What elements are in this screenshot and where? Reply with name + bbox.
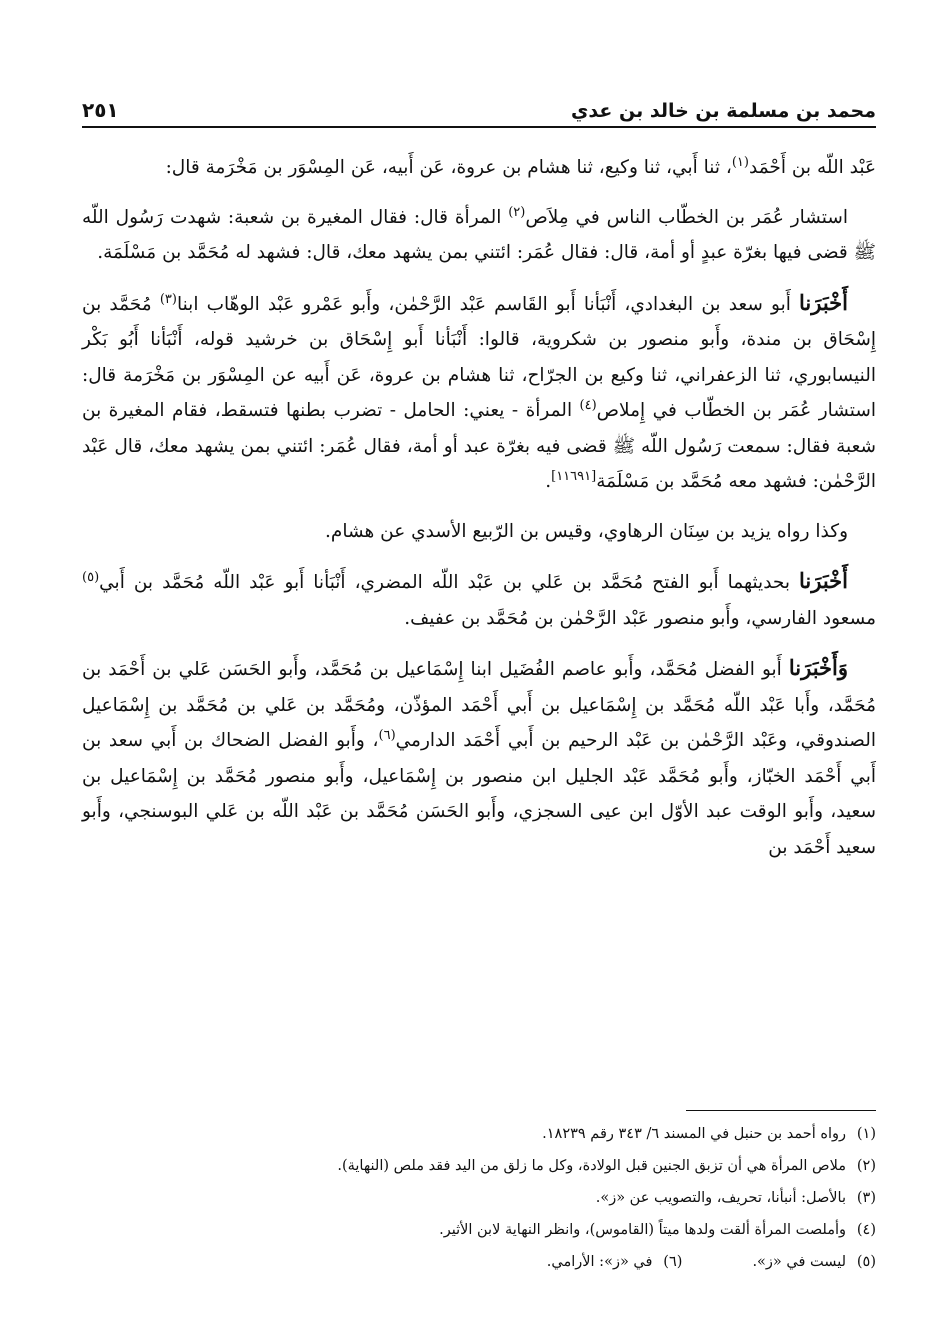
- footnote-reference: (٥): [82, 569, 100, 585]
- footnote-item: [752, 1246, 876, 1278]
- footnote-number: (٣): [856, 1190, 876, 1206]
- text-run: ، وأَبو الفضل الضحاك بن أَبي سعد بن أَبي أَحْمَد الخبّاز، وأَبو مُحَمَّد عَبْد الجليل ابن منصور بن إِسْمَاعيل، وأَبو منصور مُحَمَّد بن إِسْمَاعيل بن سعيد، وأَبو الوقت عبد الأوّل ابن عيى السجزي، وأَبو الحَسَن مُحَمَّد بن عَبْد اللّه بن عَلي البوسنجي، وأَبو سعيد أَحْمَد بن: [82, 730, 876, 858]
- footnote-number: (٢): [856, 1158, 876, 1174]
- footnote-number: (٤): [856, 1222, 876, 1238]
- footnote-number: (٦): [663, 1254, 683, 1270]
- main-text: [82, 150, 876, 879]
- text-run: مسعود الفارسي، وأَبو منصور عَبْد الرَّحْمٰن بن مُحَمَّد بن عفيف.: [404, 607, 876, 629]
- page-number: ٢٥١: [82, 98, 119, 122]
- text-run: المرأة - يعني: الحامل - تضرب بطنها فتسقط، فقام المغيرة بن شعبة فقال: سمعت رَسُول اللّه ﷺ قضى فيه بغرّة عبد أو أمة، فقال عُمَر: ائتني بمن يشهد معك، قال عَبْد الرَّحْمٰن: فشهد معه مُحَمَّد بن مَسْلَمَة: [82, 400, 876, 492]
- footnote-number: (١): [856, 1126, 876, 1142]
- akhbarana-keyword: أَخْبَرَنا: [799, 289, 848, 315]
- footnote-item: [82, 1182, 876, 1214]
- paragraph: [82, 200, 876, 271]
- paragraph: [82, 514, 876, 550]
- footnote-item: [547, 1246, 683, 1278]
- akhbarana-keyword: أَخْبَرَنا: [799, 568, 848, 593]
- text-run: بحديثهما أَبو الفتح مُحَمَّد بن عَلي بن عَبْد اللّه المضري، أَنْبَأنا أَبو عَبْد اللّه مُحَمَّد بن أَبي: [99, 572, 800, 593]
- text-run: أَبو الفضل مُحَمَّد، وأَبو عاصم الفُضَيل ابنا إِسْمَاعيل بن مُحَمَّد، وأَبو الحَسَن عَلي بن أَحْمَد بن مُحَمَّد، وأَبا عَبْد اللّه مُحَمَّد بن إِسْمَاعيل بن أَبي أَحْمَد المؤذّن، ومُحَمَّد بن عَلي بن مُحَمَّد بن إِسْمَاعيل الصندوقي، وعَبْد الرَّحْمٰن بن عَبْد الرحيم بن أَبي أَحْمَد الدارمي: [82, 659, 876, 751]
- footnote-row: [82, 1246, 876, 1278]
- text-run: أَبو سعد بن البغدادي، أَنْبَأنا أَبو القَاسم عَبْد الرَّحْمٰن، وأَبو عَمْرو عَبْد الوهّاب ابنا: [176, 293, 800, 315]
- paragraph: [82, 563, 876, 636]
- text-run: استشار عُمَر بن الخطّاب الناس في مِلاَص: [525, 206, 848, 228]
- akhbarana-keyword: وَأَخْبَرَنا: [788, 655, 848, 680]
- text-run: عَبْد اللّه بن أَحْمَد: [748, 157, 876, 178]
- text-run: ، ثنا أَبي، ثنا وكيع، ثنا هشام بن عروة، عَن أَبيه، عَن المِسْوَر بن مَخْرَمة قال:: [165, 157, 732, 178]
- footnote-reference: (٤): [579, 397, 597, 413]
- text-run: مُحَمَّد بن إِسْحَاق بن مندة، وأَبو منصور بن شكروية، قالوا: أَنْبَأنا أَبو إِسْحَاق بن خرشيد قوله، أَنْبَأنا أَبُو بَكْر النيسابوري، ثنا الزعفراني، ثنا وكيع بن الجرّاح، ثنا هشام بن عروة، عَن أَبيه عن المِسْوَر بن مَخْرَمة قال: استشار عُمَر بن الخطّاب في إِملاص: [82, 293, 876, 421]
- footnote-number: (٥): [856, 1254, 876, 1270]
- text-run: وكذا رواه يزيد بن سِنَان الرهاوي، وقيس بن الرّبيع الأسدي عن هشام.: [325, 520, 848, 542]
- footnote-separator: [686, 1110, 876, 1111]
- footnote-item: [82, 1150, 876, 1182]
- footnote-reference: (٢): [508, 204, 526, 220]
- text-run: .: [545, 471, 552, 492]
- footnote-text: في «ز»: الأرامي.: [546, 1254, 653, 1270]
- footnote-item: [82, 1118, 876, 1150]
- footnote-item: [82, 1214, 876, 1246]
- text-run: المرأة قال: فقال المغيرة بن شعبة: شهدت رَسُول اللّه ﷺ قضى فيها بغرّة عبدٍ أو أمة، قال: فقال عُمَر: ائتني بمن يشهد معك، قال: فشهد له مُحَمَّد بن مَسْلَمَة.: [82, 206, 876, 263]
- paragraph: [82, 150, 876, 186]
- paragraph: [82, 650, 876, 865]
- footnote-reference: (٣): [159, 291, 177, 307]
- page-header: [82, 82, 876, 128]
- footnote-reference: (١): [731, 154, 749, 170]
- paragraph: [82, 285, 876, 500]
- footnote-text: بالأصل: أنبأنا، تحريف، والتصويب عن «ز».: [595, 1190, 846, 1206]
- footnotes: [82, 1118, 876, 1278]
- footnote-text: وأملصت المرأة ألقت ولدها ميتاً (القاموس)، وانظر النهاية لابن الأثير.: [439, 1222, 846, 1238]
- footnote-text: ملاص المرأة هي أن تزبق الجنين قبل الولادة، وكل ما زلق من اليد فقد ملص (النهاية).: [337, 1158, 846, 1174]
- footnote-reference: [١١٦٩١]: [551, 468, 597, 484]
- footnote-reference: (٦): [378, 727, 396, 743]
- footnote-text: ليست في «ز».: [752, 1254, 846, 1270]
- footnote-text: رواه أحمد بن حنبل في المسند ٦/ ٣٤٣ رقم ١٨٢٣٩.: [542, 1126, 846, 1142]
- running-title: محمد بن مسلمة بن خالد بن عدي: [571, 100, 876, 122]
